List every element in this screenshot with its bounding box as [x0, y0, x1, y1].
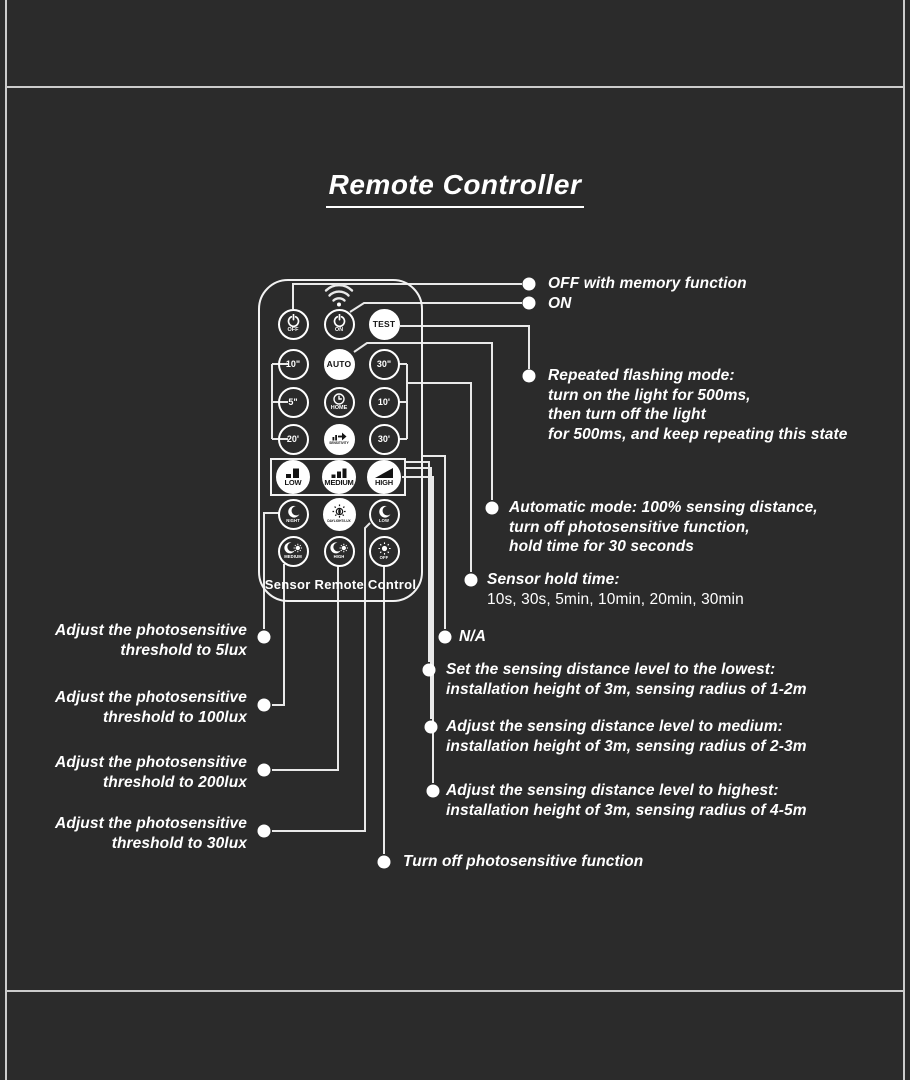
bullet	[423, 664, 436, 677]
button-sens-low[interactable]	[276, 460, 310, 494]
annotation-off-memory: OFF with memory function	[548, 275, 747, 292]
button-20m[interactable]	[278, 424, 309, 455]
button-label: LOW	[284, 477, 302, 487]
annotation-distance-medium: Adjust the sensing distance level to medium: installation height of 3m, sensing radius of 2-3m	[446, 718, 807, 755]
button-label: MEDIUM	[284, 554, 302, 560]
button-on[interactable]	[324, 309, 355, 340]
button-label: 5"	[288, 396, 298, 407]
bars-arrow-icon	[332, 432, 347, 441]
bullet	[523, 278, 536, 291]
button-label: 30"	[376, 358, 392, 369]
bullet	[523, 370, 536, 383]
button-label: MEDIUM	[324, 477, 354, 487]
moon-sun-icon	[330, 542, 349, 554]
bullet	[378, 856, 391, 869]
ramp-medium-icon	[331, 468, 348, 478]
bullet	[427, 785, 440, 798]
button-test[interactable]	[369, 309, 400, 340]
moon-icon	[378, 505, 391, 518]
button-lux-high[interactable]	[324, 536, 355, 567]
bullet	[465, 574, 478, 587]
button-10m[interactable]	[369, 387, 400, 418]
button-lux-daylight[interactable]	[323, 498, 356, 531]
annotation-sensor-hold-time: Sensor hold time: 10s, 30s, 5min, 10min, 20min, 30min	[487, 571, 744, 608]
button-label: OFF	[287, 327, 299, 334]
bullet	[258, 764, 271, 777]
sun-icon	[378, 542, 391, 555]
annotation-automatic-mode: Automatic mode: 100% sensing distance, turn off photosensitive function, hold time for 30 seconds	[509, 499, 818, 555]
button-label: 30'	[377, 433, 391, 444]
button-label: HOME	[330, 404, 348, 411]
button-label: 10'	[377, 396, 391, 407]
page-title: Remote Controller	[0, 170, 910, 208]
moon-icon	[287, 505, 300, 518]
button-label: DAYLIGHT/LUX	[327, 519, 351, 524]
button-lux-night[interactable]	[278, 499, 309, 530]
button-30s[interactable]	[369, 349, 400, 380]
button-label: ON	[334, 327, 344, 334]
power-icon	[333, 314, 346, 327]
annotation-repeated-flashing: Repeated flashing mode: turn on the light for 500ms, then turn off the light for 500ms, and keep repeating this state	[548, 367, 848, 443]
button-sens-high[interactable]	[367, 460, 401, 494]
button-label: HIGH	[333, 554, 345, 560]
bullet	[523, 297, 536, 310]
button-off[interactable]	[278, 309, 309, 340]
button-label: NIGHT	[286, 517, 300, 523]
button-label: OFF	[379, 554, 389, 560]
remote-footer-label: Sensor Remote Control	[264, 577, 417, 592]
ramp-high-icon	[375, 468, 393, 478]
button-label: 20'	[286, 433, 300, 444]
annotation-turn-off-photosensitive: Turn off photosensitive function	[403, 853, 644, 870]
annotation-na: N/A	[459, 628, 486, 645]
button-sensitivity[interactable]	[324, 424, 355, 455]
button-sens-medium[interactable]	[322, 460, 356, 494]
button-30m[interactable]	[369, 424, 400, 455]
button-lux-low[interactable]	[369, 499, 400, 530]
button-home[interactable]	[324, 387, 355, 418]
annotation-threshold-100lux: Adjust the photosensitive threshold to 100lux	[55, 689, 247, 726]
button-auto[interactable]	[324, 349, 355, 380]
bullet	[258, 825, 271, 838]
moon-sun-icon	[284, 542, 303, 554]
clock-icon	[333, 393, 345, 405]
bullet	[439, 631, 452, 644]
power-icon	[287, 314, 300, 327]
button-label: TEST	[372, 318, 396, 329]
ramp-low-icon	[285, 468, 302, 478]
bullet	[258, 699, 271, 712]
button-5s[interactable]	[278, 387, 309, 418]
bullet	[486, 502, 499, 515]
button-lux-off[interactable]	[369, 536, 400, 567]
annotation-threshold-30lux: Adjust the photosensitive threshold to 30lux	[55, 815, 247, 852]
bullet	[425, 721, 438, 734]
annotation-threshold-200lux: Adjust the photosensitive threshold to 200lux	[55, 754, 247, 791]
annotation-distance-lowest: Set the sensing distance level to the lowest: installation height of 3m, sensing radius of 1-2m	[446, 661, 807, 698]
sun-icon	[332, 504, 347, 519]
button-label: 10"	[285, 358, 301, 369]
button-label: HIGH	[375, 477, 393, 487]
annotation-on: ON	[548, 295, 572, 312]
button-10s[interactable]	[278, 349, 309, 380]
bullet	[258, 631, 271, 644]
button-lux-medium[interactable]	[278, 536, 309, 567]
annotation-threshold-5lux: Adjust the photosensitive threshold to 5lux	[55, 622, 247, 659]
button-label: AUTO	[326, 358, 352, 369]
button-label: SENSITIVITY	[329, 441, 349, 446]
button-label: LOW	[378, 517, 390, 523]
annotation-distance-highest: Adjust the sensing distance level to highest: installation height of 3m, sensing radius of 4-5m	[446, 782, 807, 819]
